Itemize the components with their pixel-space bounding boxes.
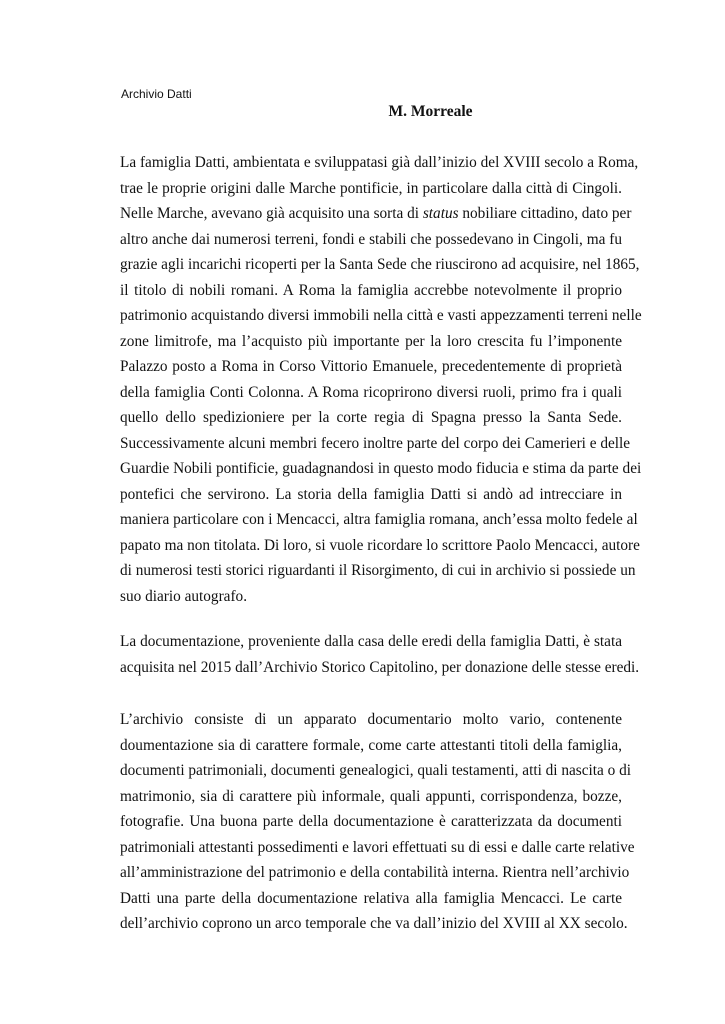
- paragraph-line: La documentazione, proveniente dalla casa delle eredi della famiglia Datti, è stata: [120, 633, 622, 650]
- paragraph-line: suo diario autografo.: [120, 587, 248, 605]
- paragraph-line: Successivamente alcuni membri fecero inoltre parte del corpo dei Camerieri e delle: [120, 434, 631, 452]
- paragraph-line: dell’archivio coprono un arco temporale che va dall’inizio del XVIII al XX secolo.: [120, 915, 628, 932]
- line-text: Nelle Marche, avevano già acquisito una sorta di: [120, 205, 423, 222]
- paragraph-line: maniera particolare con i Mencacci, altra famiglia romana, anch’essa molto fedele al: [120, 511, 638, 528]
- archive-header-label: Archivio Datti: [121, 87, 192, 101]
- paragraph-archive-contents: [120, 707, 635, 937]
- author-name: M. Morreale: [388, 103, 473, 120]
- paragraph-line: acquisita nel 2015 dall’Archivio Storico Capitolino, per donazione delle stesse eredi.: [120, 658, 640, 676]
- paragraph-line: trae le proprie origini dalle Marche pontificie, in particolare dalla città di Cingoli.: [120, 179, 622, 197]
- line-text: nobiliare cittadino, dato per: [458, 205, 632, 222]
- paragraph-line: grazie agli incarichi ricoperti per la Santa Sede che riuscirono ad acquisire, nel 1865,: [120, 256, 640, 273]
- paragraph-family-history: [120, 150, 642, 609]
- paragraph-line: altro anche dai numerosi terreni, fondi e stabili che possedevano in Cingoli, ma fu: [120, 230, 622, 248]
- paragraph-line: pontefici che servirono. La storia della famiglia Datti si andò ad intrecciare in: [120, 485, 622, 503]
- paragraph-line: fotografie. Una buona parte della documentazione è caratterizzata da documenti: [120, 813, 622, 830]
- italic-term: status: [422, 205, 459, 222]
- paragraph-line: di numerosi testi storici riguardanti il Risorgimento, di cui in archivio si possiede un: [120, 562, 636, 579]
- paragraph-line: quello dello spedizioniere per la corte regia di Spagna presso la Santa Sede.: [120, 409, 622, 426]
- paragraph-line: La famiglia Datti, ambientata e sviluppatasi già dall’inizio del XVIII secolo a Roma,: [120, 154, 639, 171]
- paragraph-line: zone limitrofe, ma l’acquisto più importante per la loro crescita fu l’imponente: [120, 332, 622, 350]
- paragraph-line: documenti patrimoniali, documenti genealogici, quali testamenti, atti di nascita o di: [120, 762, 632, 779]
- paragraph-line: matrimonio, sia di carattere più informale, quali appunti, corrispondenza, bozze,: [120, 787, 622, 805]
- paragraph-line: [120, 201, 632, 227]
- paragraph-line: della famiglia Conti Colonna. A Roma ricoprirono diversi ruoli, primo fra i quali: [120, 383, 622, 401]
- paragraph-line: il titolo di nobili romani. A Roma la famiglia accrebbe notevolmente il proprio: [120, 281, 622, 299]
- paragraph-line: L’archivio consiste di un apparato documentario molto vario, contenente: [120, 711, 622, 728]
- paragraph-line: Datti una parte della documentazione relativa alla famiglia Mencacci. Le carte: [120, 889, 622, 907]
- paragraph-acquisition: [120, 629, 640, 680]
- paragraph-line: patrimonio acquistando diversi immobili nella città e vasti appezzamenti terreni nelle: [120, 307, 642, 324]
- paragraph-line: patrimoniali attestanti possedimenti e lavori effettuati su di essi e dalle carte relative: [120, 838, 635, 856]
- paragraph-line: papato ma non titolata. Di loro, si vuole ricordare lo scrittore Paolo Mencacci, autore: [120, 536, 640, 554]
- paragraph-line: all’amministrazione del patrimonio e della contabilità interna. Rientra nell’archivio: [120, 864, 630, 881]
- paragraph-line: Guardie Nobili pontificie, guadagnandosi in questo modo fiducia e stima da parte dei: [120, 460, 642, 477]
- paragraph-line: Palazzo posto a Roma in Corso Vittorio Emanuele, precedentemente di proprietà: [120, 358, 622, 375]
- paragraph-line: doumentazione sia di carattere formale, come carte attestanti titoli della famiglia,: [120, 736, 622, 754]
